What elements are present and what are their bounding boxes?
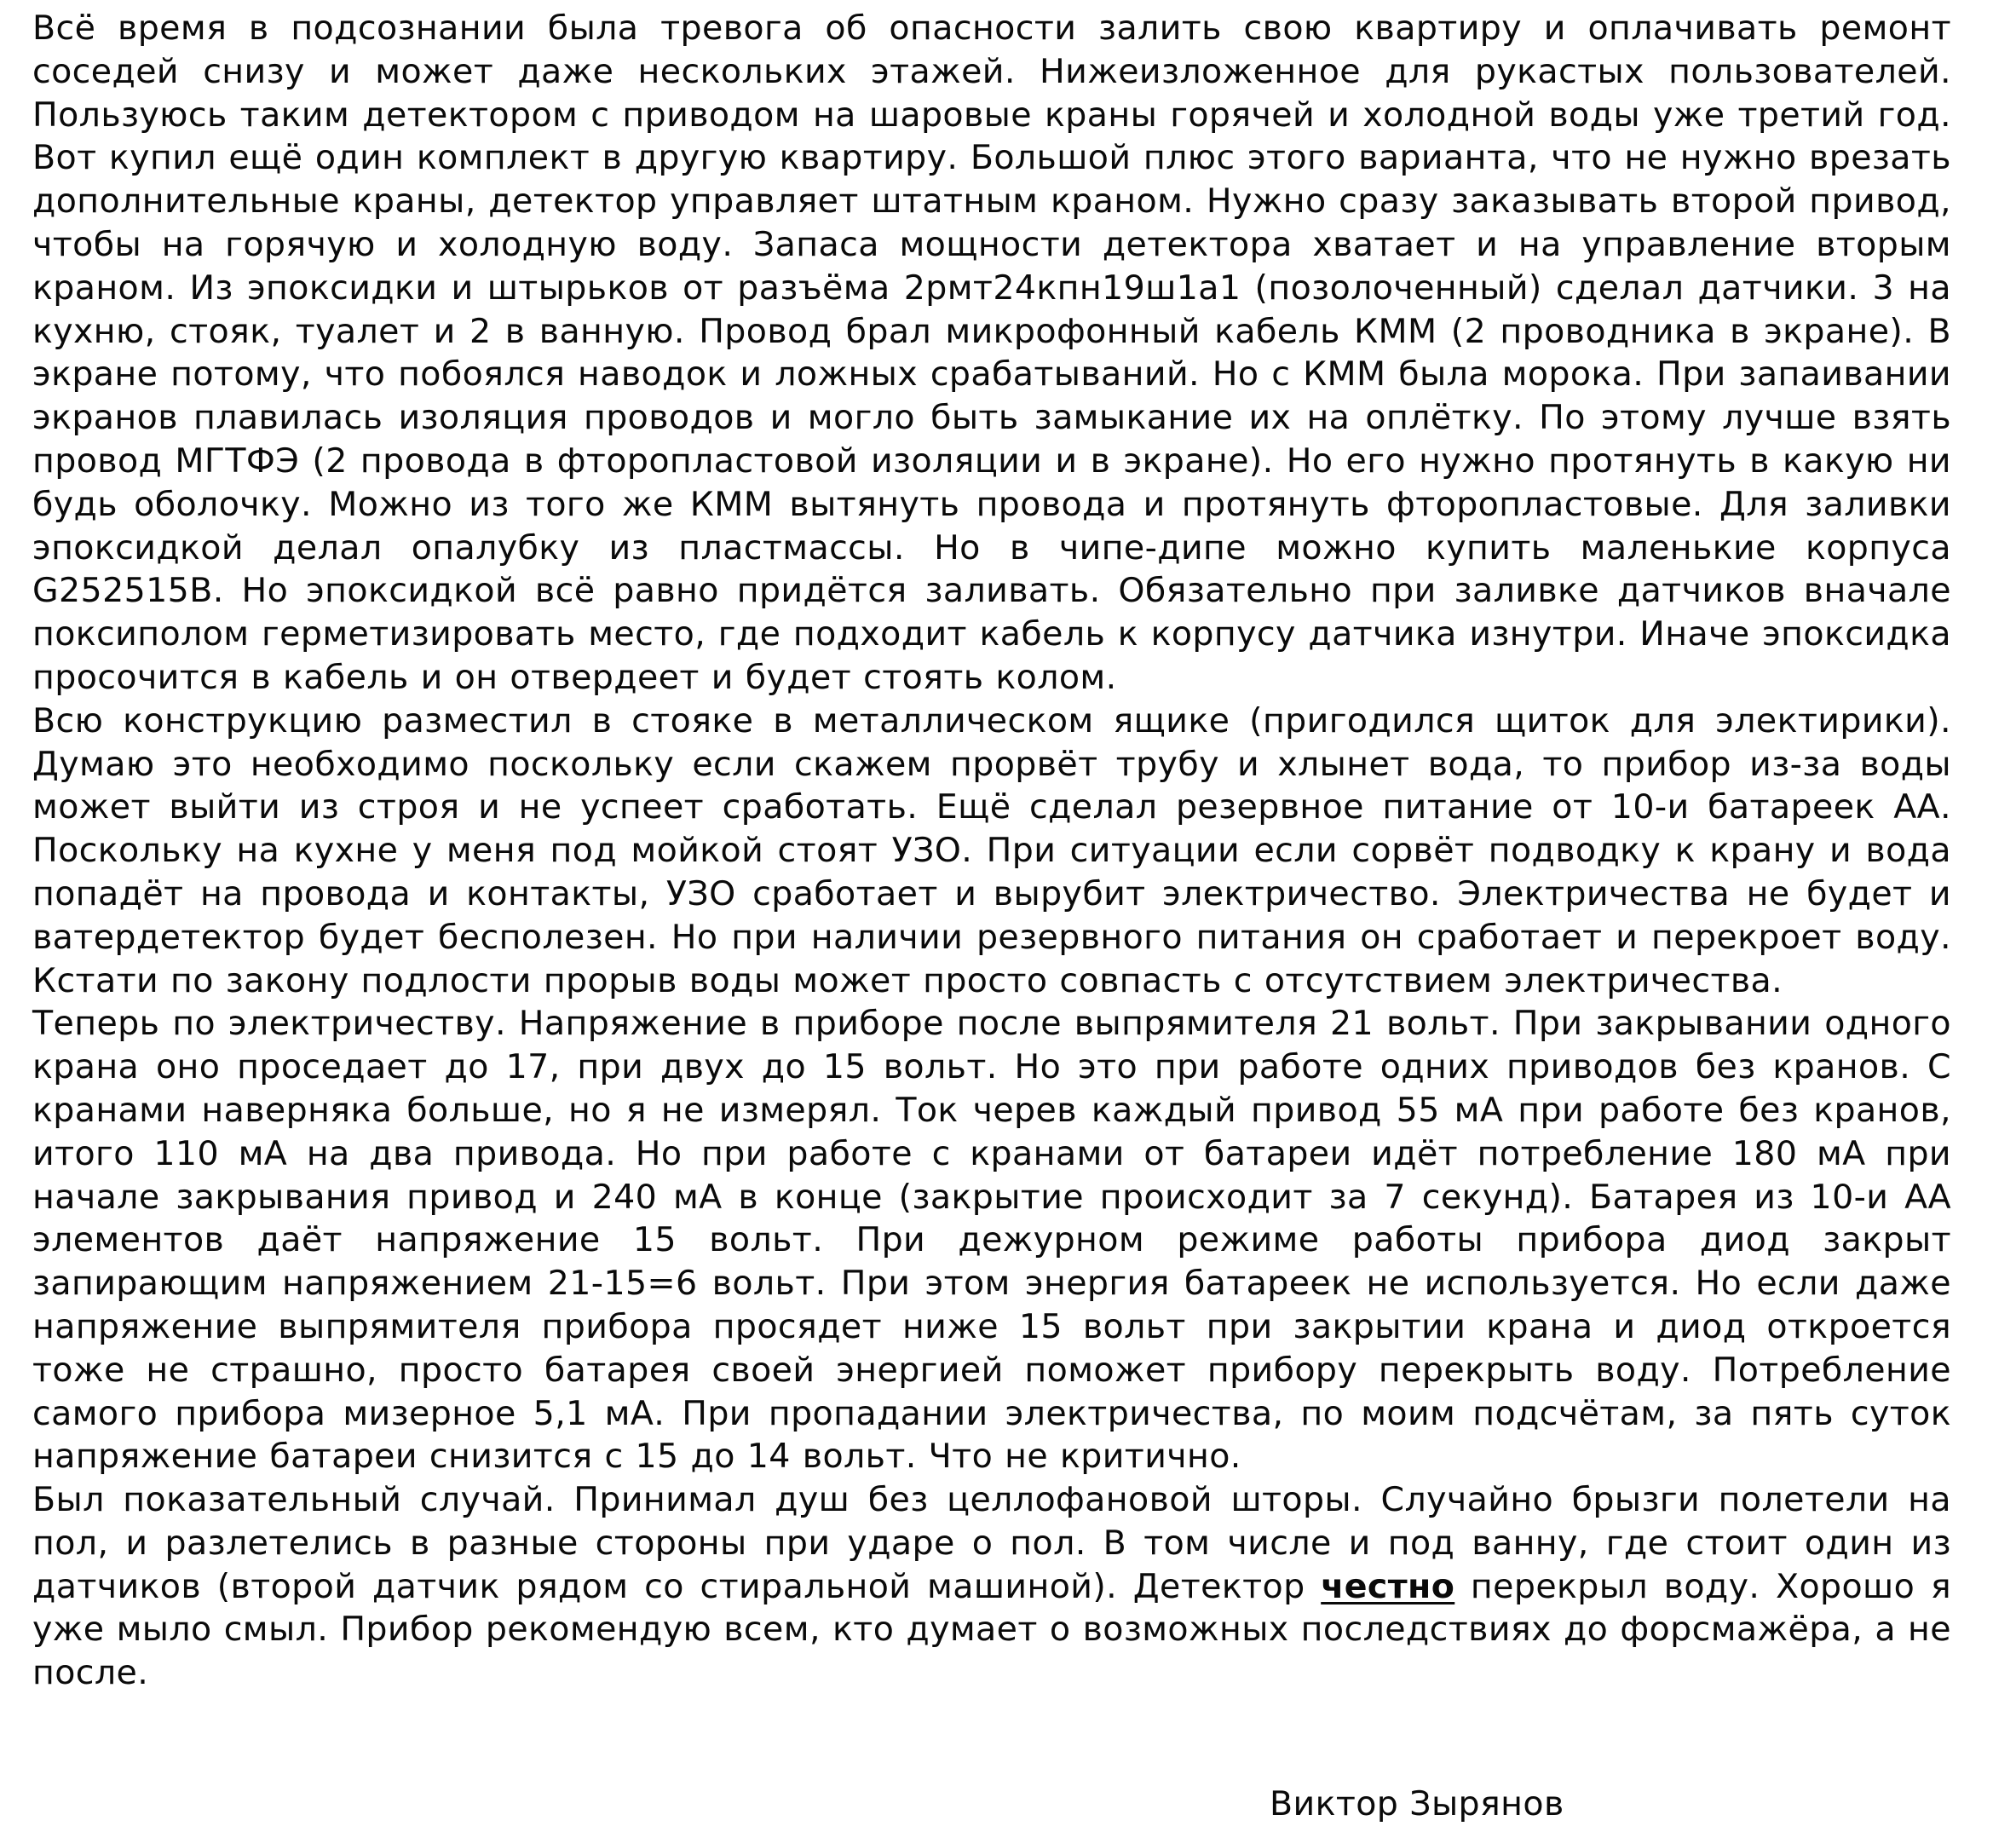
paragraph-electricity: Теперь по электричеству. Напряжение в приборе после выпрямителя 21 вольт. При закрывании одного крана оно проседает до 17, при двух до 15 вольт. Но это при работе одних приводов без кранов. С кранами наверняка больше, но я не измерял. Ток черев каждый привод 55 мА при работе без кранов, итого 110 мА на два привода. Но при работе с кранами от батареи идёт потребление 180 мА при начале закрывания привод и 240 мА в конце (закрытие происходит за 7 секунд). Батарея из 10-и АА элементов даёт напряжение 15 вольт. При дежурном режиме работы прибора диод закрыт запирающим напряжением 21-15=6 вольт. При этом энергия батареек не используется. Но если даже напряжение выпрямителя прибора просядет ниже 15 вольт при закрытии крана и диод откроется тоже не страшно, просто батарея своей энергией поможет прибору перекрыть воду. Потребление самого прибора мизерное 5,1 мА. При пропадании электричества, по моим подсчётам, за пять суток напряжение батареи снизится с 15 до 14 вольт. Что не критично. xyxy=(32,1004,1951,1477)
paragraph-case xyxy=(32,1478,1951,1695)
emphasized-word: честно xyxy=(1321,1566,1455,1606)
paragraph-case-text-after: перекрыл воду. Хорошо я уже мыло смыл. Прибор рекомендую всем, кто думает о возможных последствиях до форсмажёра, а не после. xyxy=(32,1566,1951,1693)
author-signature: Виктор Зырянов xyxy=(1270,1784,1564,1823)
paragraph-installation: Всю конструкцию разместил в стояке в металлическом ящике (пригодился щиток для электирики). Думаю это необходимо поскольку если скажем прорвёт трубу и хлынет вода, то прибор из-за воды может выйти из строя и не успеет сработать. Ещё сделал резервное питание от 10-и батареек АА. Поскольку на кухне у меня под мойкой стоят УЗО. При ситуации если сорвёт подводку к крану и вода попадёт на провода и контакты, УЗО сработает и вырубит электричество. Электричества не будет и ватердетектор будет бесполезен. Но при наличии резервного питания он сработает и перекроет воду. Кстати по закону подлости прорыв воды может просто совпасть с отсутствием электричества. xyxy=(32,700,1951,1000)
paragraph-case-text-before: Был показательный случай. Принимал душ без целлофановой шторы. Случайно брызги полетели на пол, и разлетелись в разные стороны при ударе о пол. В том числе и под ванну, где стоит один из датчиков (второй датчик рядом со стиральной машиной). Детектор xyxy=(32,1480,1951,1606)
document-body xyxy=(32,7,1951,1695)
paragraph-intro: Всё время в подсознании была тревога об опасности залить свою квартиру и оплачивать ремонт соседей снизу и может даже нескольких этажей. Нижеизложенное для рукастых пользователей. Пользуюсь таким детектором с приводом на шаровые краны горячей и холодной воды уже третий год. Вот купил ещё один комплект в другую квартиру. Большой плюс этого варианта, что не нужно врезать дополнительные краны, детектор управляет штатным краном. Нужно сразу заказывать второй привод, чтобы на горячую и холодную воду. Запаса мощности детектора хватает и на управление вторым краном. Из эпоксидки и штырьков от разъёма 2рмт24кпн19ш1а1 (позолоченный) сделал датчики. 3 на кухню, стояк, туалет и 2 в ванную. Провод брал микрофонный кабель КММ (2 проводника в экране). В экране потому, что побоялся наводок и ложных срабатываний. Но с КММ была морока. При запаивании экранов плавилась изоляция проводов и могло быть замыкание их на оплётку. По этому лучше взять провод МГТФЭ (2 провода в фторопластовой изоляции и в экране). Но его нужно протянуть в какую ни будь оболочку. Можно из того же КММ вытянуть провода и протянуть фторопластовые. Для заливки эпоксидкой делал опалубку из пластмассы. Но в чипе-дипе можно купить маленькие корпуса G252515B. Но эпоксидкой всё равно придётся заливать. Обязательно при заливке датчиков вначале поксиполом герметизировать место, где подходит кабель к корпусу датчика изнутри. Иначе эпоксидка просочится в кабель и он отвердеет и будет стоять колом. xyxy=(32,9,1951,697)
